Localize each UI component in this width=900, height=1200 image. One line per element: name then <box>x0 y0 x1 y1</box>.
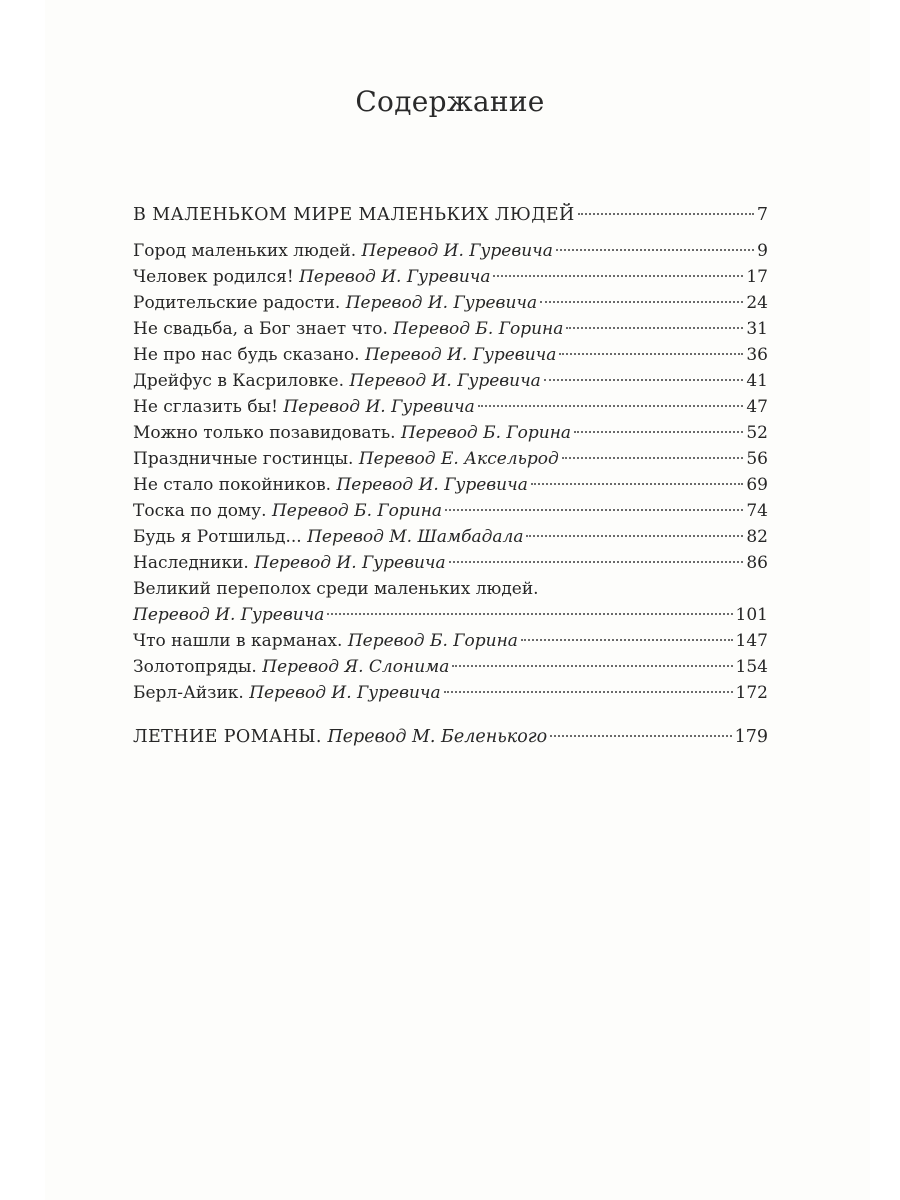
entry-translator: Перевод И. Гуревича <box>345 293 538 313</box>
entry-title: Наследники. <box>133 553 249 573</box>
toc-entry <box>133 472 768 498</box>
entry-text <box>133 446 559 472</box>
toc-entry <box>133 238 768 264</box>
entry-text <box>133 290 537 316</box>
entry-text <box>133 472 528 498</box>
dot-leader <box>327 613 732 615</box>
entry-title: Будь я Ротшильд... <box>133 527 302 547</box>
entry-translator: Перевод М. Шамбадала <box>307 527 524 547</box>
toc-entries <box>133 628 768 706</box>
entry-text <box>133 420 571 446</box>
entry-text <box>133 238 553 264</box>
dot-leader <box>452 665 732 667</box>
dot-leader <box>526 535 743 537</box>
toc-entry <box>133 316 768 342</box>
toc-entry <box>133 290 768 316</box>
page-number: 86 <box>746 553 768 573</box>
toc-entry <box>133 680 768 706</box>
entry-text <box>133 316 563 342</box>
toc-entry <box>133 446 768 472</box>
entry-text <box>133 524 523 550</box>
toc-entry <box>133 602 768 628</box>
entry-title: Человек родился! <box>133 267 294 287</box>
page-number: 31 <box>746 319 768 339</box>
entry-translator: Перевод Я. Слонима <box>262 657 450 677</box>
page-number: 17 <box>746 267 768 287</box>
entry-translator: Перевод И. Гуревича <box>336 475 528 495</box>
entry-text <box>133 498 442 524</box>
page-number: 154 <box>735 657 768 677</box>
entry-translator: Перевод И. Гуревича <box>133 605 325 625</box>
toc-entry <box>133 524 768 550</box>
entry-title: Можно только позавидовать. <box>133 423 396 443</box>
entry-text <box>133 550 446 576</box>
entry-title: Праздничные гостинцы. <box>133 449 354 469</box>
entry-title: Не свадьба, а Бог знает что. <box>133 319 388 339</box>
entry-title: Что нашли в карманах. <box>133 631 343 651</box>
entry-title: Не про нас будь сказано. <box>133 345 360 365</box>
toc-entry <box>133 628 768 654</box>
dot-leader <box>566 327 743 329</box>
page-number: 7 <box>756 205 768 225</box>
dot-leader <box>478 405 744 407</box>
entry-title: Берл-Айзик. <box>133 683 244 703</box>
dot-leader <box>559 353 743 355</box>
entry-title: Не сглазить бы! <box>133 397 278 417</box>
entry-translator: Перевод И. Гуревича <box>361 241 553 261</box>
page-number: 101 <box>735 605 768 625</box>
page-title: Содержание <box>355 85 545 118</box>
dot-leader <box>562 457 744 459</box>
toc-entry <box>133 368 768 394</box>
page-number: 47 <box>746 397 768 417</box>
page-number: 147 <box>735 631 768 651</box>
entry-translator: Перевод И. Гуревича <box>249 683 441 703</box>
section-title: ЛЕТНИЕ РОМАНЫ. <box>133 727 322 747</box>
page-number: 9 <box>757 241 768 261</box>
entry-title: Город маленьких людей. <box>133 241 357 261</box>
page-number: 36 <box>746 345 768 365</box>
dot-leader <box>445 509 743 511</box>
entry-translator: Перевод М. Беленького <box>327 727 548 747</box>
dot-leader <box>493 275 743 277</box>
dot-leader <box>521 639 733 641</box>
entry-text <box>133 264 490 290</box>
dot-leader <box>540 301 743 303</box>
dot-leader <box>574 431 743 433</box>
toc-section-heading <box>133 722 768 752</box>
page-number: 56 <box>746 449 768 469</box>
toc-entry <box>133 550 768 576</box>
dot-leader <box>444 691 733 693</box>
entry-translator: Перевод И. Гуревича <box>364 345 557 365</box>
page-number: 41 <box>746 371 768 391</box>
toc-entries <box>133 238 768 576</box>
entry-title: Не стало покойников. <box>133 475 332 495</box>
entry-translator: Перевод И. Гуревича <box>299 267 491 287</box>
page-number: 74 <box>746 501 768 521</box>
toc-entry <box>133 264 768 290</box>
entry-text <box>133 654 449 680</box>
dot-leader <box>556 249 754 251</box>
toc-entry <box>133 654 768 680</box>
dot-leader <box>550 735 731 737</box>
entry-translator: Перевод Б. Горина <box>400 423 572 443</box>
entry-title: Дрейфус в Касриловке. <box>133 371 345 391</box>
dot-leader <box>531 483 744 485</box>
entry-translator: Перевод Б. Горина <box>347 631 518 651</box>
table-of-contents <box>133 200 768 752</box>
page-number: 52 <box>746 423 768 443</box>
entry-translator: Перевод И. Гуревича <box>283 397 475 417</box>
entry-title: Тоска по дому. <box>133 501 267 521</box>
entry-translator: Перевод Е. Аксельрод <box>358 449 559 469</box>
entry-text <box>133 680 441 706</box>
entry-translator: Перевод Б. Горина <box>271 501 443 521</box>
page-number: 179 <box>734 727 768 747</box>
section-heading-text <box>133 722 547 752</box>
page-number: 69 <box>746 475 768 495</box>
dot-leader <box>449 561 744 563</box>
entry-text <box>133 342 556 368</box>
toc-entry-title-line <box>133 576 768 602</box>
entry-translator: Перевод И. Гуревича <box>349 371 541 391</box>
toc-entry <box>133 394 768 420</box>
toc-entry <box>133 498 768 524</box>
entry-title: Золотопряды. <box>133 657 257 677</box>
page-number: 82 <box>746 527 768 547</box>
section-title: В МАЛЕНЬКОМ МИРЕ МАЛЕНЬКИХ ЛЮДЕЙ <box>133 205 575 225</box>
entry-text <box>133 394 475 420</box>
entry-text <box>133 628 518 654</box>
dot-leader <box>544 379 744 381</box>
toc-entry <box>133 420 768 446</box>
entry-title: Родительские радости. <box>133 293 341 313</box>
page-number: 24 <box>746 293 768 313</box>
entry-text <box>133 368 541 394</box>
dot-leader <box>578 213 754 215</box>
toc-section-heading <box>133 200 768 230</box>
page-number: 172 <box>735 683 768 703</box>
entry-translator: Перевод Б. Горина <box>393 319 564 339</box>
entry-translator: Перевод И. Гуревича <box>254 553 446 573</box>
toc-entry <box>133 342 768 368</box>
entry-title: Великий переполох среди маленьких людей. <box>133 579 539 599</box>
